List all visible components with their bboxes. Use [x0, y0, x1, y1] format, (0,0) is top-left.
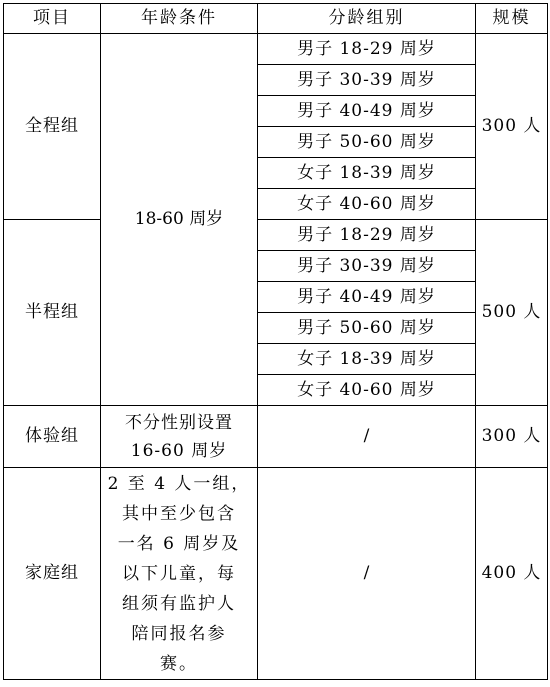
condition-line: 以下儿童，每 [122, 563, 236, 584]
header-scale: 规模 [476, 4, 548, 34]
half-age-group: 男子 30-39 周岁 [258, 251, 476, 282]
header-age-group: 分龄组别 [258, 4, 476, 34]
header-row [4, 4, 548, 34]
family-age-condition [101, 468, 258, 680]
shared-age-condition: 18-60 周岁 [101, 34, 258, 406]
half-age-group: 男子 18-29 周岁 [258, 220, 476, 251]
table-row [4, 34, 548, 65]
half-age-group: 女子 40-60 周岁 [258, 375, 476, 406]
full-age-group: 男子 18-29 周岁 [258, 34, 476, 65]
experience-group-name: 体验组 [4, 406, 101, 468]
header-age-condition: 年龄条件 [101, 4, 258, 34]
full-age-group: 女子 18-39 周岁 [258, 158, 476, 189]
experience-age-group: / [258, 406, 476, 468]
condition-line: 其中至少包含 [122, 503, 236, 524]
race-category-table [3, 3, 548, 680]
full-age-group: 男子 40-49 周岁 [258, 96, 476, 127]
half-age-group: 女子 18-39 周岁 [258, 344, 476, 375]
table-row [4, 406, 548, 468]
condition-line: 16-60 周岁 [130, 440, 228, 461]
full-group-name: 全程组 [4, 34, 101, 220]
family-group-name: 家庭组 [4, 468, 101, 680]
full-age-group: 男子 50-60 周岁 [258, 127, 476, 158]
condition-line: 组须有监护人 [122, 593, 236, 614]
table-row [4, 220, 548, 251]
condition-line: 一名 6 周岁及 [117, 533, 241, 554]
full-age-group: 女子 40-60 周岁 [258, 189, 476, 220]
experience-group-scale: 300 人 [476, 406, 548, 468]
family-age-group: / [258, 468, 476, 680]
full-age-group: 男子 30-39 周岁 [258, 65, 476, 96]
half-age-group: 男子 40-49 周岁 [258, 282, 476, 313]
experience-age-condition [101, 406, 258, 468]
full-group-scale: 300 人 [476, 34, 548, 220]
family-group-scale: 400 人 [476, 468, 548, 680]
condition-line: 陪同报名参 [131, 623, 227, 644]
half-age-group: 男子 50-60 周岁 [258, 313, 476, 344]
half-group-name: 半程组 [4, 220, 101, 406]
header-item: 项目 [4, 4, 101, 34]
condition-line: 赛。 [160, 653, 198, 674]
table-row [4, 468, 548, 680]
condition-line: 不分性别设置 [125, 412, 233, 433]
half-group-scale: 500 人 [476, 220, 548, 406]
condition-line: 2 至 4 人一组， [107, 473, 251, 494]
